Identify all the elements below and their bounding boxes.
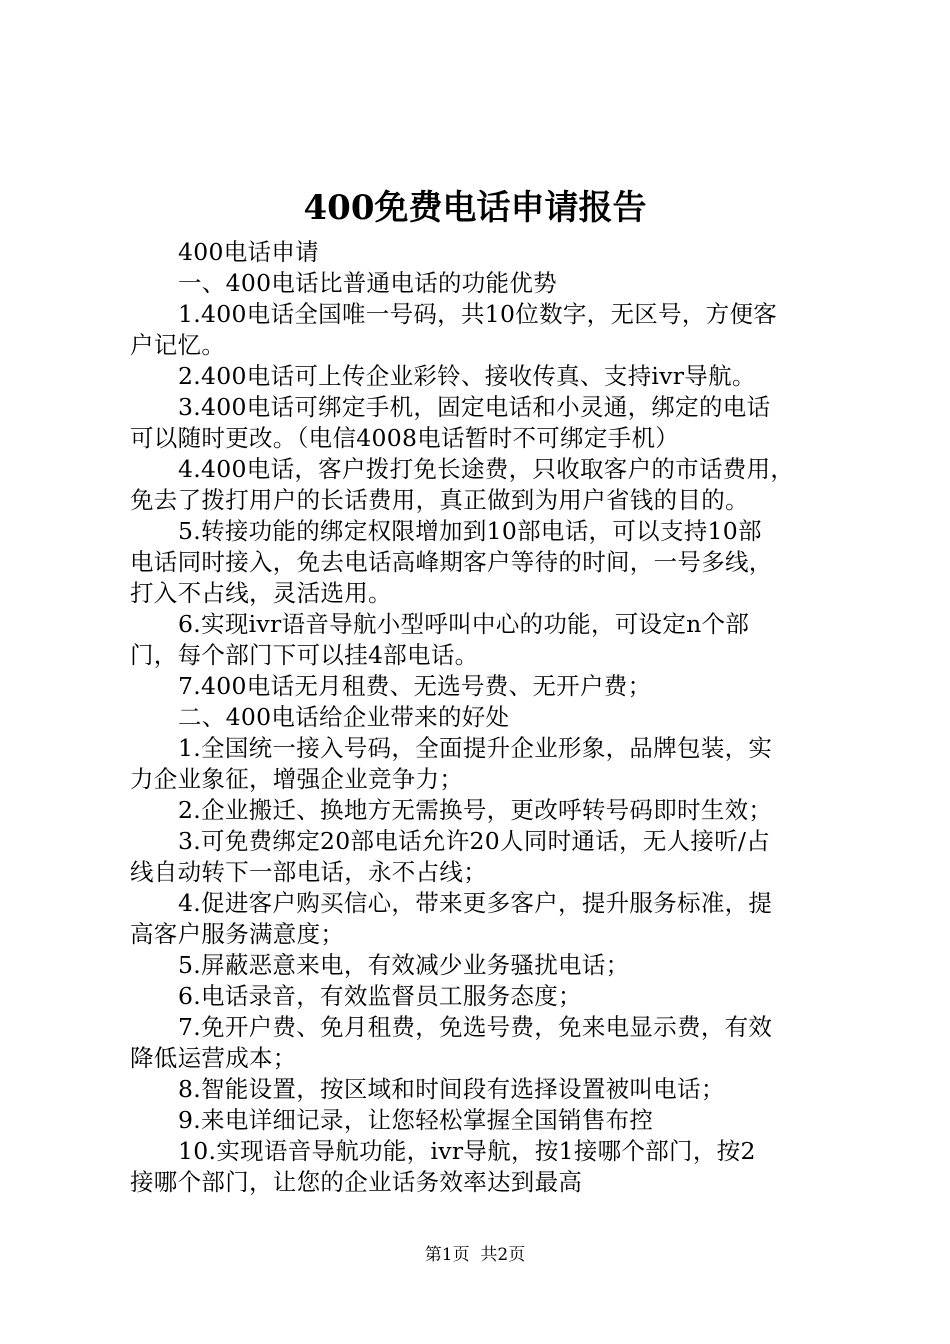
document-body bbox=[130, 237, 838, 1198]
paragraph-line: 可以随时更改。（电信4008电话暂时不可绑定手机） bbox=[130, 424, 680, 452]
paragraph-line: 4.400电话，客户拨打免长途费，只收取客户的市话费用， bbox=[178, 455, 795, 483]
page-footer: 第1页 共2页 bbox=[424, 1245, 526, 1265]
paragraph-line: 3.可免费绑定20部电话允许20人同时通话，无人接听/占 bbox=[178, 827, 771, 855]
paragraph-line: 3.400电话可绑定手机，固定电话和小灵通，绑定的电话 bbox=[178, 393, 771, 421]
paragraph-line: 户记忆。 bbox=[130, 331, 226, 359]
paragraph-line: 1.全国统一接入号码，全面提升企业形象，品牌包装，实 bbox=[178, 734, 773, 762]
paragraph-line: 降低运营成本； bbox=[130, 1044, 297, 1072]
paragraph-line: 接哪个部门，让您的企业话务效率达到最高 bbox=[130, 1168, 583, 1196]
paragraph-line: 免去了拨打用户的长话费用，真正做到为用户省钱的目的。 bbox=[130, 486, 749, 514]
paragraph-line: 5.转接功能的绑定权限增加到10部电话，可以支持10部 bbox=[178, 517, 762, 545]
paragraph-line: 400电话申请 bbox=[178, 238, 319, 266]
page-title: 400免费电话申请报告 bbox=[303, 188, 647, 228]
paragraph-line: 5.屏蔽恶意来电，有效减少业务骚扰电话； bbox=[178, 951, 630, 979]
paragraph-line: 1.400电话全国唯一号码，共10位数字，无区号，方便客 bbox=[178, 300, 778, 328]
paragraph-line: 9.来电详细记录，让您轻松掌握全国销售布控 bbox=[178, 1106, 654, 1134]
paragraph-line: 门，每个部门下可以挂4部电话。 bbox=[130, 641, 479, 669]
paragraph-line: 2.400电话可上传企业彩铃、接收传真、支持ivr导航。 bbox=[178, 362, 756, 390]
paragraph-line: 4.促进客户购买信心，带来更多客户，提升服务标准，提 bbox=[178, 889, 773, 917]
paragraph-line: 高客户服务满意度； bbox=[130, 920, 345, 948]
paragraph-line: 电话同时接入，免去电话高峰期客户等待的时间，一号多线， bbox=[130, 548, 773, 576]
paragraph-line: 6.实现ivr语音导航小型呼叫中心的功能，可设定n个部 bbox=[178, 610, 750, 638]
paragraph-line: 二、400电话给企业带来的好处 bbox=[178, 703, 510, 731]
paragraph-line: 一、400电话比普通电话的功能优势 bbox=[178, 269, 557, 297]
paragraph-line: 7.免开户费、免月租费，免选号费，免来电显示费，有效 bbox=[178, 1013, 773, 1041]
paragraph-line: 7.400电话无月租费、无选号费、无开户费； bbox=[178, 672, 652, 700]
paragraph-line: 线自动转下一部电话，永不占线； bbox=[130, 858, 487, 886]
paragraph-line: 10.实现语音导航功能，ivr导航，按1接哪个部门，按2 bbox=[178, 1137, 756, 1165]
paragraph-line: 打入不占线，灵活选用。 bbox=[130, 579, 392, 607]
paragraph-line: 6.电话录音，有效监督员工服务态度； bbox=[178, 982, 582, 1010]
paragraph-line: 2.企业搬迁、换地方无需换号，更改呼转号码即时生效； bbox=[178, 796, 773, 824]
paragraph-line: 8.智能设置，按区域和时间段有选择设置被叫电话； bbox=[178, 1075, 725, 1103]
paragraph-line: 力企业象征，增强企业竞争力； bbox=[130, 765, 464, 793]
